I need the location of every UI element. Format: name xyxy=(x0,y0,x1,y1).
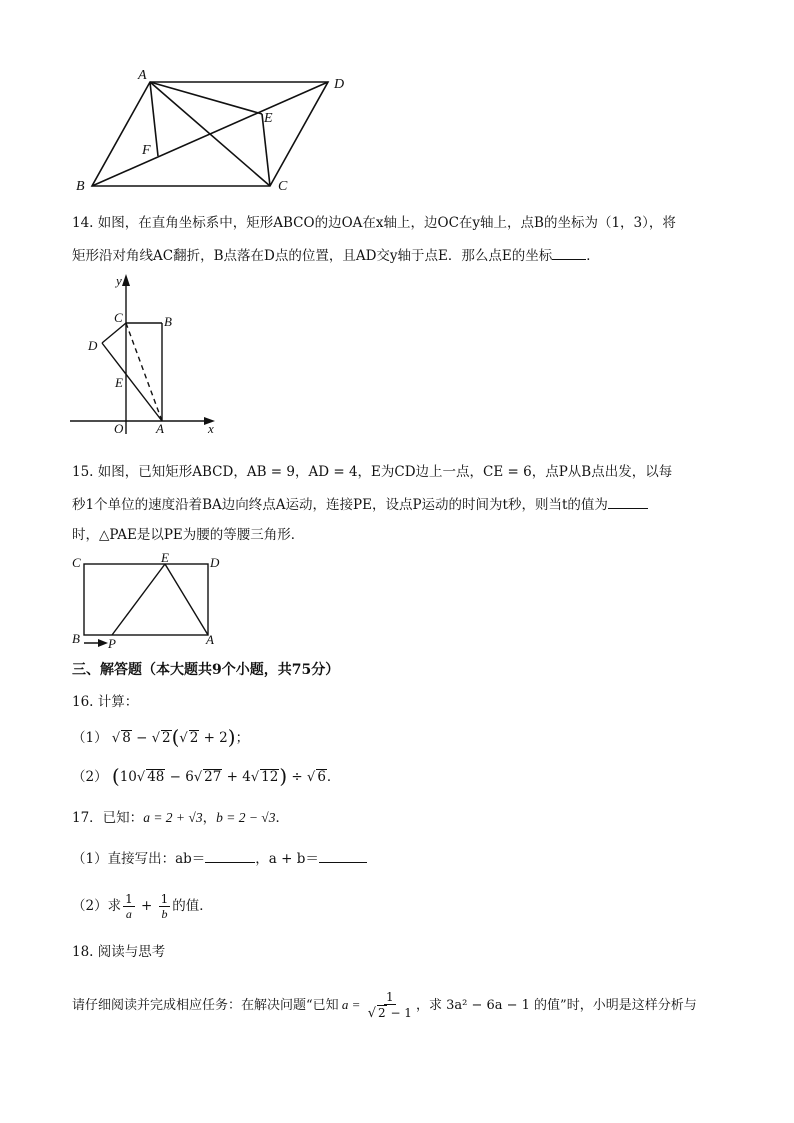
segment-cd xyxy=(102,323,126,343)
diagonal-bd xyxy=(92,82,328,186)
q15-line-2 xyxy=(72,494,648,515)
q17-part-2: （2）求 $\frac{1}{a}$ + $\frac{1}{b}$ 的值． xyxy=(72,892,213,921)
q16-part-2: （2） (10√ 48 − 6√ 27 + 4√ 12) ÷ √ 6． xyxy=(72,764,341,788)
arrow-head xyxy=(98,639,108,647)
label-e: E xyxy=(264,111,273,126)
label-f: F xyxy=(142,143,151,158)
q14-answer-blank[interactable] xyxy=(552,245,586,260)
segment-da xyxy=(102,343,162,421)
label-o: O xyxy=(114,421,124,436)
figure-15-rectangle xyxy=(70,552,230,652)
label-p: P xyxy=(108,636,116,651)
label-a: A xyxy=(138,68,147,83)
q14-line-1: 14. 如图，在直角坐标系中，矩形ABCO的边OA在x轴上，边OC在y轴上，点B的坐标为（1，3），将 xyxy=(72,215,676,231)
segment-ae xyxy=(150,82,262,114)
q15-answer-blank[interactable] xyxy=(608,494,648,509)
q16-part-1-label: （1） xyxy=(72,730,108,746)
q17-part-2-label: （2）求 xyxy=(72,898,122,914)
label-d: D xyxy=(210,555,220,570)
figure-13-parallelogram xyxy=(70,62,370,202)
rectangle-abcd xyxy=(84,564,208,635)
label-c: C xyxy=(72,555,81,570)
q18-text: 请仔细阅读并完成相应任务：在解决问题“已知 a = $\frac{1}{√ 2 - 1}$ ，求 3a² − 6a − 1 的值”时，小明是这样分析与 xyxy=(72,990,697,1021)
q18-title: 18. 阅读与思考 xyxy=(72,944,166,960)
diagonal-ac-dashed xyxy=(126,323,162,421)
q15-line-1: 15. 如图，已知矩形ABCD，AB = 9，AD = 4，E为CD边上一点，CE = 6，点P从B点出发，以每 xyxy=(72,464,673,480)
q16-title: 16. 计算： xyxy=(72,694,139,710)
label-c: C xyxy=(278,179,288,194)
q15-line-2-text: 秒1个单位的速度沿着BA边向终点A运动，连接PE，设点P运动的时间为t秒，则当t的值为 xyxy=(72,497,608,513)
q17-part-1-text: （1）直接写出：ab＝ xyxy=(72,851,206,867)
label-a: A xyxy=(206,632,214,647)
label-a: A xyxy=(156,421,164,436)
q14-line-2-text: 矩形沿对角线AC翻折，B点落在D点的位置，且AD交y轴于点E．那么点E的坐标 xyxy=(72,248,553,264)
q17-part-1 xyxy=(72,848,367,869)
q16-part-1: （1） √ 8 − √ 2(√ 2 + 2)； xyxy=(72,725,250,749)
q17-part-2-suffix: 的值． xyxy=(172,898,213,914)
segment-ea xyxy=(165,564,208,635)
q17-sum-blank[interactable] xyxy=(319,848,367,863)
q17-given: 17．已知：a = 2 + √3，b = 2 − √3． xyxy=(72,810,289,826)
segment-af xyxy=(150,82,158,156)
q15-line-3: 时，△PAE是以PE为腰的等腰三角形． xyxy=(72,527,305,543)
q17-ab-blank[interactable] xyxy=(205,848,255,863)
label-b: B xyxy=(164,314,172,329)
label-b: B xyxy=(72,631,80,646)
section-3-title: 三、解答题（本大题共9个小题，共75分） xyxy=(72,662,340,678)
label-e: E xyxy=(115,375,123,390)
label-y: y xyxy=(116,273,122,288)
label-e: E xyxy=(161,552,169,565)
label-x: x xyxy=(208,421,214,436)
label-c: C xyxy=(114,310,123,325)
q18-text-mid: ，求 3a² − 6a − 1 的值”时，小明是这样分析与 xyxy=(415,998,697,1013)
segment-pe xyxy=(112,564,165,635)
q17-a-expr: a = 2 + √3 xyxy=(143,810,203,825)
q16-part-2-label: （2） xyxy=(72,769,108,785)
figure-14-coordinate xyxy=(70,268,230,438)
label-b: B xyxy=(76,179,85,194)
label-d: D xyxy=(88,338,98,353)
q14-end: ． xyxy=(586,248,600,264)
y-axis-arrow xyxy=(122,274,130,286)
q17-b-expr: b = 2 − √3 xyxy=(216,810,276,825)
q17-prefix: 17．已知： xyxy=(72,810,144,826)
q14-line-2 xyxy=(72,245,600,266)
q17-part-1-mid: ，a + b＝ xyxy=(255,851,319,867)
label-d: D xyxy=(334,77,345,92)
q18-text-start: 请仔细阅读并完成相应任务：在解决问题“已知 xyxy=(72,998,339,1013)
